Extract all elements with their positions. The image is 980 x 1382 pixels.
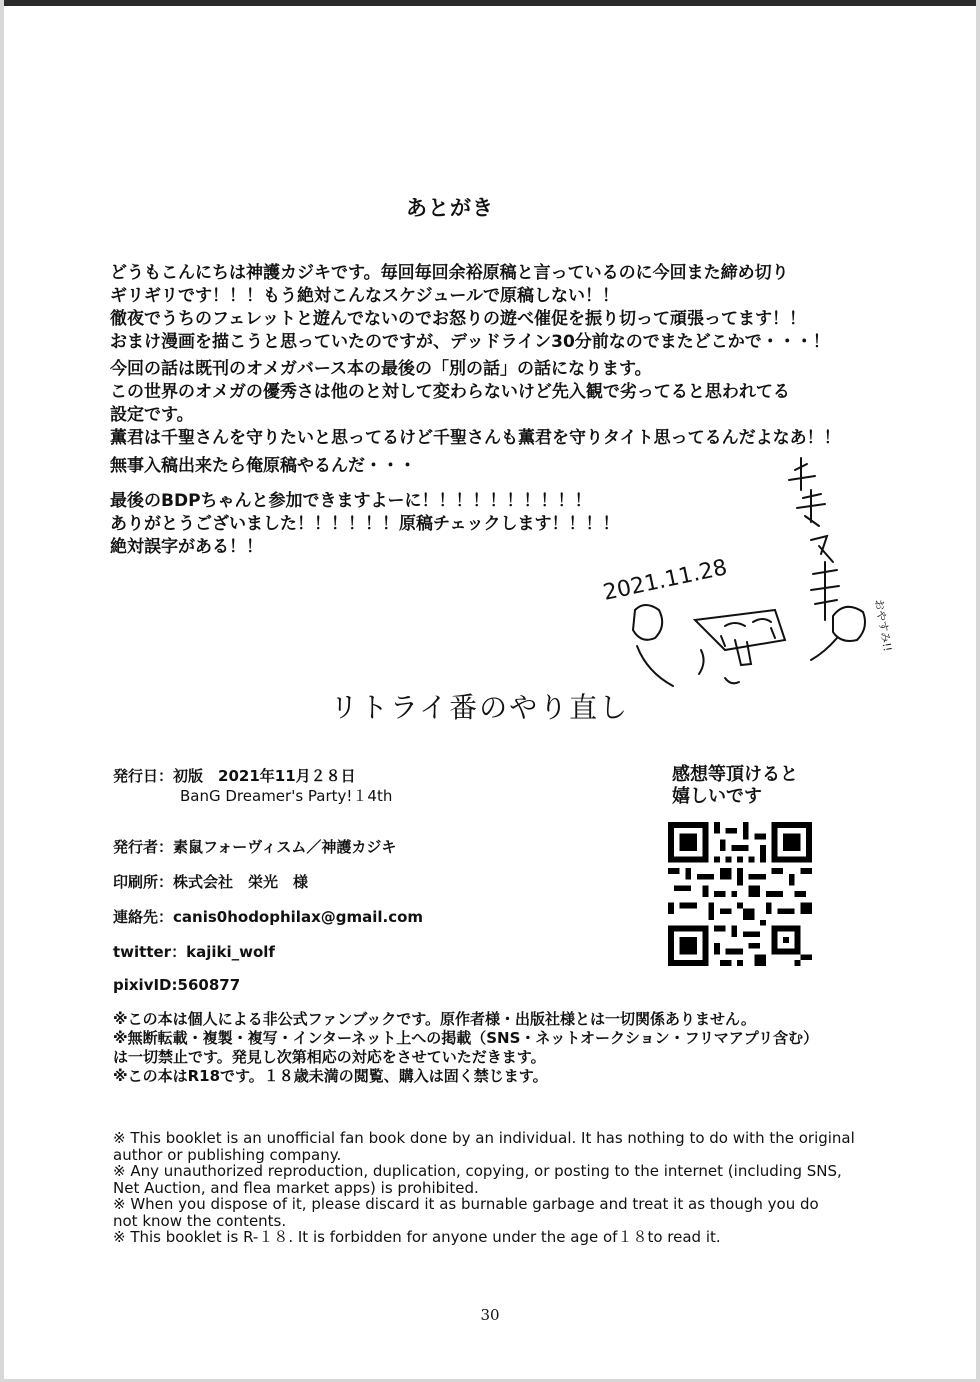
- note-line: ※ This booklet is R-１８. It is forbidden for anyone under the age of１８to read it.: [113, 1228, 721, 1246]
- feedback-qr-code[interactable]: [668, 822, 812, 966]
- text-line: 薫君は千聖さんを守りたいと思ってるけど千聖さんも薫君を守りタイト思ってるんだよなあ！！: [110, 428, 841, 448]
- text-line: 設定です。: [110, 405, 194, 425]
- text-line: 最後のBDPちゃんと参加できますよーに！！！！！！！！！！: [110, 491, 592, 511]
- note-line: author or publishing company.: [113, 1145, 342, 1164]
- afterword-heading: あとがき: [406, 196, 494, 220]
- note-line: not know the contents.: [113, 1211, 287, 1230]
- pixiv-label: pixivID: [113, 976, 172, 994]
- page-frame-right: [976, 0, 980, 1382]
- contact-email: canis0hodophilax@gmail.com: [173, 908, 424, 926]
- legal-notes-japanese: [113, 1010, 818, 1086]
- note-line: Net Auction, and flea market apps) is prohibited.: [113, 1178, 479, 1197]
- note-line: は一切禁止です。発見し次第相応の対応をさせていただきます。: [113, 1048, 546, 1066]
- afterword-paragraph-2: [110, 358, 930, 450]
- issue-date-row: [113, 765, 356, 786]
- twitter-row: [113, 941, 275, 962]
- note-line: ※ This booklet is an unofficial fan book done by an individual. It has nothing to do with the original: [113, 1129, 855, 1147]
- text-line: 徹夜でうちのフェレットと遊んでないのでお怒りの遊べ催促を振り切って頑張ってます！！: [110, 309, 806, 329]
- event-name: BanG Dreamer's Party!１4th: [180, 787, 393, 805]
- twitter-handle: kajiki_wolf: [186, 943, 275, 961]
- text-line: 今回の話は既刊のオメガバース本の最後の「別の話」の話になります。: [110, 359, 652, 379]
- afterword-paragraph-1: [110, 262, 930, 354]
- publisher-row: [113, 836, 396, 857]
- note-line: ※ When you dispose of it, please discard it as burnable garbage and treat it as though you do: [113, 1195, 819, 1213]
- printer-value: 株式会社 栄光 様: [173, 873, 309, 891]
- text-line: この世界のオメガの優秀さは他のと対して変わらないけど先入観で劣ってると思われてる: [110, 382, 790, 402]
- twitter-label: twitter：: [113, 943, 187, 961]
- pixiv-id: :560877: [171, 976, 241, 994]
- publisher-label: 発行者：: [113, 838, 174, 856]
- note-line: ※無断転載・複製・複写・インターネット上への掲載（SNS・ネットオークション・フリマアプリ含む）: [113, 1029, 819, 1047]
- printer-label: 印刷所：: [113, 873, 174, 891]
- page-number: 30: [480, 1306, 500, 1324]
- publisher-value: 素鼠フォーヴィスム／神護カジキ: [173, 838, 397, 856]
- issue-date-value: 初版 2021年11月２８日: [173, 767, 356, 785]
- page-frame-top: [0, 0, 980, 6]
- text-line: 無事入稿出来たら俺原稿やるんだ・・・: [110, 456, 416, 476]
- text-line: おまけ漫画を描こうと思っていたのですが、デッドライン30分前なのでまたどこかで・・・！: [110, 332, 830, 352]
- signature-note: おやすみ!!: [872, 598, 895, 653]
- text-line: どうもこんにちは神護カジキです。毎回毎回余裕原稿と言っているのに今回また締め切り: [110, 263, 789, 283]
- feedback-line-2: 嬉しいです: [672, 786, 762, 807]
- note-line: ※ Any unauthorized reproduction, duplication, copying, or posting to the internet (including SNS,: [113, 1162, 842, 1180]
- note-line: ※この本はR18です。１８歳未満の閲覧、購入は固く禁じます。: [113, 1067, 548, 1085]
- text-line: ありがとうございました！！！！！！原稿チェックします！！！！: [110, 514, 620, 534]
- signature-date: 2021.11.28: [601, 555, 730, 606]
- legal-notes-english: [113, 1130, 913, 1246]
- contact-label: 連絡先：: [113, 908, 174, 926]
- text-line: 絶対誤字がある！！: [110, 537, 263, 557]
- feedback-request: [672, 764, 798, 808]
- handwritten-signature-doodle: [575, 450, 895, 710]
- book-title: リトライ番のやり直し: [330, 691, 630, 724]
- printer-row: [113, 871, 308, 892]
- contact-row: [113, 906, 423, 927]
- feedback-line-1: 感想等頂けると: [672, 764, 798, 785]
- issue-date-label: 発行日：: [113, 767, 174, 785]
- pixiv-row: [113, 976, 240, 994]
- text-line: ギリギリです！！！もう絶対こんなスケジュールで原稿しない！！: [110, 286, 619, 306]
- note-line: ※この本は個人による非公式ファンブックです。原作者様・出版社様とは一切関係ありません。: [113, 1010, 756, 1028]
